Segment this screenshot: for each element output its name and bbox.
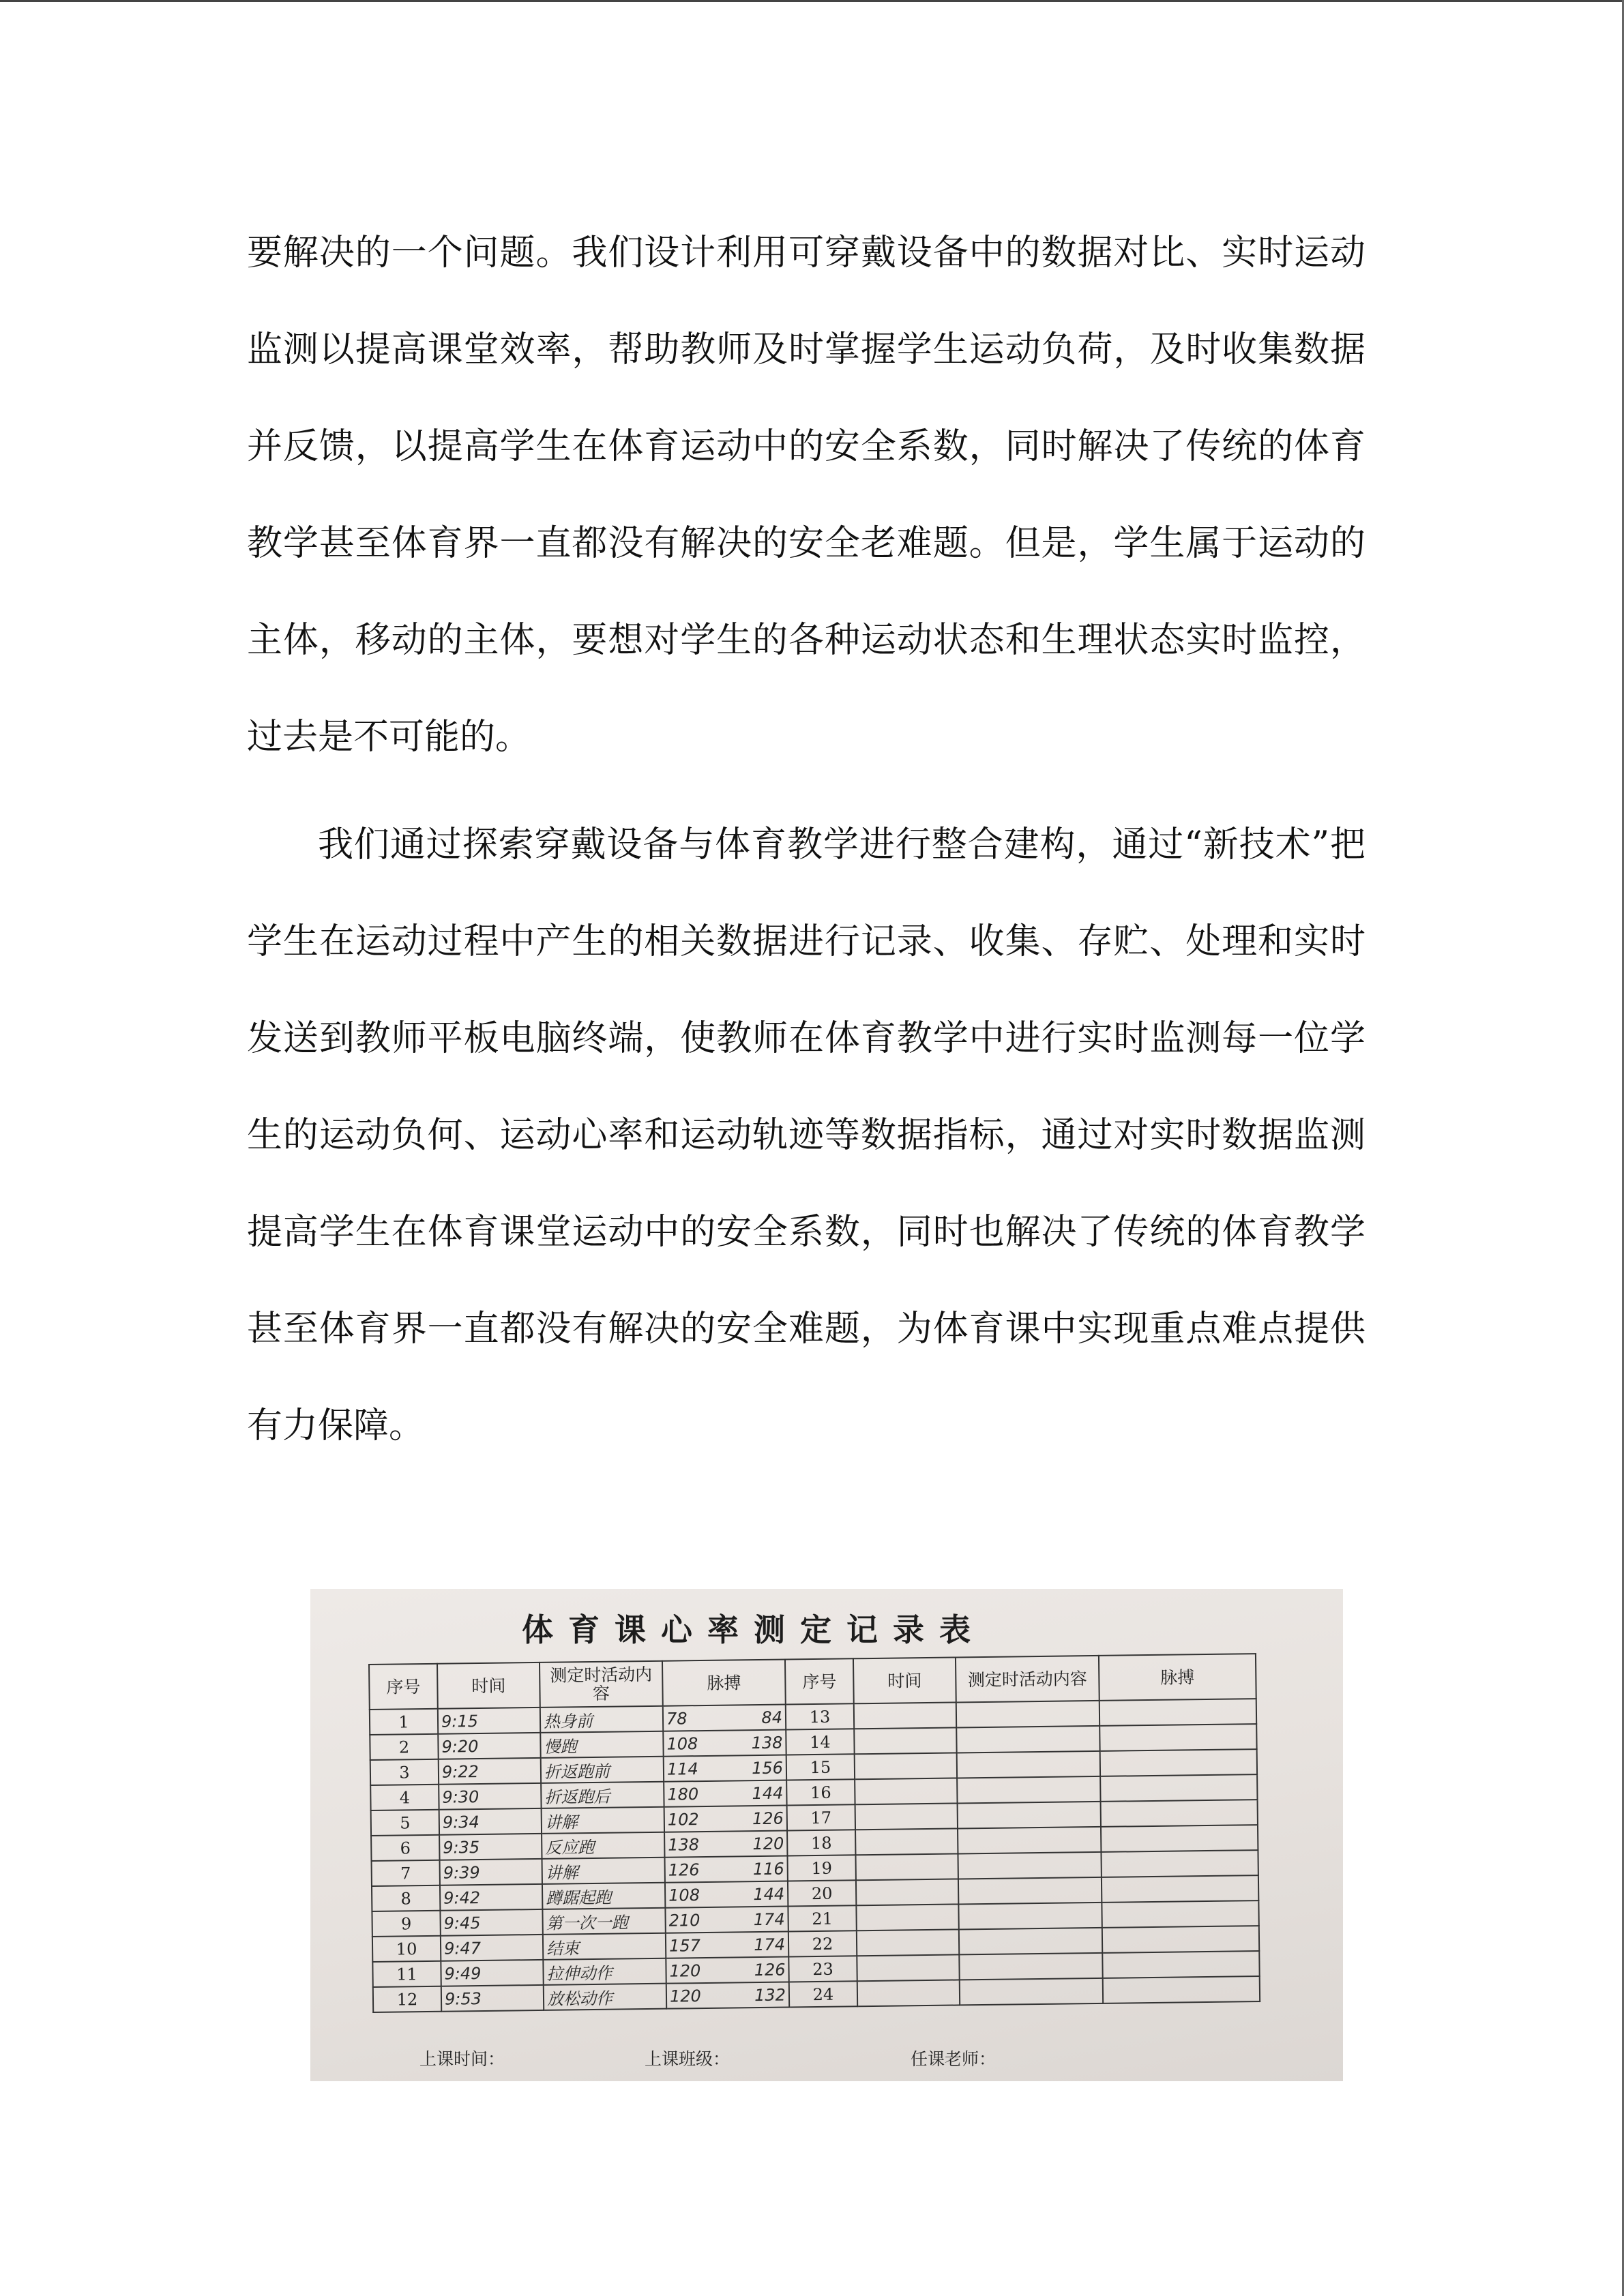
pulse-female: 174 [753,1909,785,1929]
cell-time: 9:47 [441,1935,543,1961]
header-time-2: 时间 [853,1657,956,1703]
cell-no-2: 14 [786,1729,854,1755]
cell-time: 9:53 [441,1985,544,2012]
header-pulse-2: 脉搏 [1099,1654,1256,1701]
cell-time: 9:45 [440,1909,542,1936]
pulse-male: 120 [669,1986,701,2006]
cell-activity-2 [958,1852,1101,1879]
cell-no: 3 [370,1759,439,1785]
footer-class-grade: 上课班级： [645,2049,730,2069]
pulse-female: 144 [752,1783,784,1803]
cell-no-2: 13 [786,1703,854,1729]
cell-time-2 [855,1828,958,1855]
cell-time-2 [857,1929,959,1956]
cell-pulse [664,1856,787,1883]
pulse-female: 116 [752,1859,784,1879]
cell-pulse [664,1831,787,1858]
cell-no: 9 [372,1911,440,1937]
cell-time: 9:39 [440,1859,542,1885]
cell-no: 10 [372,1936,441,1962]
pulse-male: 114 [666,1759,698,1779]
footer-class-time: 上课时间： [419,2049,505,2069]
pulse-female: 132 [754,1985,786,2005]
cell-pulse-2 [1100,1749,1257,1776]
cell-no-2: 23 [788,1956,857,1982]
cell-no: 8 [372,1885,440,1911]
cell-pulse [664,1806,787,1832]
cell-pulse [666,1957,788,1984]
header-pulse: 脉搏 [662,1660,786,1706]
cell-time: 9:15 [438,1708,540,1734]
cell-no-2: 21 [788,1905,856,1931]
paragraph-2: 我们通过探索穿戴设备与体育教学进行整合建构，通过“新技术”把学生在运动过程中产生的相关数据进行记录、收集、存贮、处理和实时发送到教师平板电脑终端，使教师在体育教学中进行实时监测每一位学生的运动负何、运动心率和运动轨迹等数据指标，通过对实时数据监测提高学生在体育课堂运动中的安全系数，同时也解决了传统的体育教学甚至体育界一直都没有解决的安全难题，为体育课中实现重点难点提供有力保障。 [247,824,1365,1446]
cell-no-2: 18 [787,1830,855,1855]
cell-time-2 [854,1727,956,1754]
cell-time-2 [856,1904,958,1930]
record-table-title: 体育课心率测定记录表 [522,1611,986,1648]
cell-pulse [663,1705,786,1731]
pulse-female: 84 [761,1708,783,1727]
cell-pulse-2 [1102,1951,1259,1978]
cell-time-2 [855,1853,958,1880]
cell-activity-2 [958,1877,1102,1905]
header-activity-2: 测定时活动内容 [956,1656,1099,1703]
cell-pulse [664,1780,786,1807]
cell-activity-2 [958,1903,1102,1930]
cell-no-2: 15 [786,1754,855,1780]
cell-activity: 第一次一跑 [542,1908,665,1935]
heart-rate-record-table [368,1653,1260,2013]
cell-pulse-2 [1102,1875,1258,1903]
cell-pulse-2 [1100,1774,1257,1802]
pulse-female: 126 [754,1960,786,1980]
cell-activity-2 [959,1953,1102,1980]
cell-time: 9:34 [439,1808,542,1835]
cell-time: 9:42 [440,1884,542,1911]
cell-pulse [665,1907,788,1933]
cell-pulse [666,1982,789,2009]
cell-time-2 [855,1778,957,1804]
cell-activity: 讲解 [542,1807,664,1834]
cell-no-2: 17 [787,1804,855,1830]
cell-pulse [666,1932,788,1958]
cell-pulse-2 [1102,1926,1259,1953]
cell-activity: 结束 [543,1933,666,1960]
cell-activity-2 [957,1776,1100,1804]
cell-time: 9:49 [441,1960,543,1986]
cell-time: 9:30 [439,1783,541,1810]
cell-no: 7 [372,1860,440,1886]
cell-activity-2 [957,1751,1100,1778]
pulse-female: 144 [753,1884,785,1904]
cell-pulse [665,1881,788,1908]
pulse-female: 138 [751,1733,783,1753]
cell-no-2: 19 [787,1855,855,1881]
cell-time-2 [857,1954,959,1981]
cell-activity: 拉伸动作 [543,1958,666,1985]
pulse-male: 108 [668,1885,700,1905]
pulse-male: 157 [668,1935,701,1956]
paragraph-1: 要解决的一个问题。我们设计利用可穿戴设备中的数据对比、实时运动监测以提高课堂效率，帮助教师及时掌握学生运动负荷，及时收集数据并反馈，以提高学生在体育运动中的安全系数，同时解决了传统的体育教学甚至体育界一直都没有解决的安全老难题。但是，学生属于运动的主体，移动的主体，要想对学生的各种运动状态和生理状态实时监控，过去是不可能的。 [247,233,1365,758]
cell-no-2: 22 [788,1930,857,1956]
cell-time: 9:20 [438,1733,540,1759]
cell-pulse-2 [1101,1850,1258,1877]
cell-no-2: 16 [786,1779,855,1805]
cell-activity: 蹲踞起跑 [542,1883,665,1909]
cell-time-2 [857,1980,960,2006]
cell-no: 6 [371,1835,439,1861]
cell-no: 2 [370,1734,438,1760]
cell-activity: 放松动作 [544,1984,666,2010]
pulse-female: 156 [751,1758,784,1778]
cell-pulse-2 [1099,1699,1256,1726]
pulse-male: 126 [668,1860,700,1880]
cell-pulse-2 [1101,1825,1258,1852]
pulse-male: 78 [666,1708,688,1729]
footer-teacher: 任课老师： [911,2049,996,2069]
pulse-female: 120 [752,1834,784,1853]
cell-no-2: 24 [789,1981,857,2007]
cell-activity-2 [959,1928,1102,1955]
pulse-male: 120 [669,1960,701,1981]
cell-time: 9:35 [439,1834,542,1860]
cell-no-2: 20 [788,1880,856,1906]
pulse-male: 180 [667,1784,699,1804]
header-activity: 测定时活动内容 [540,1661,663,1708]
header-no-2: 序号 [785,1658,854,1704]
cell-time-2 [856,1879,958,1905]
pulse-male: 102 [667,1809,699,1830]
pulse-male: 108 [666,1733,698,1754]
body-text [247,205,1365,1474]
cell-no: 12 [373,1986,441,2012]
cell-pulse [663,1730,786,1757]
pulse-female: 126 [752,1808,784,1828]
cell-no: 11 [372,1961,441,1987]
cell-activity-2 [956,1701,1099,1728]
cell-activity: 反应跑 [542,1832,664,1859]
cell-pulse-2 [1099,1724,1256,1751]
cell-pulse-2 [1101,1800,1258,1827]
cell-activity: 慢跑 [540,1731,663,1758]
cell-activity: 热身前 [540,1706,663,1733]
pulse-male: 210 [668,1910,700,1930]
table-body [370,1699,1260,2012]
cell-time-2 [855,1803,958,1830]
cell-no: 1 [370,1709,438,1735]
cell-activity: 折返跑后 [541,1782,664,1808]
header-time: 时间 [437,1663,540,1709]
pulse-female: 174 [754,1935,786,1954]
cell-activity-2 [958,1802,1101,1829]
record-table-photo [310,1589,1343,2081]
pulse-male: 138 [668,1834,700,1855]
cell-activity-2 [958,1827,1101,1854]
page-top-border [0,0,1624,2]
cell-no: 5 [371,1810,439,1836]
cell-pulse-2 [1102,1900,1258,1928]
cell-pulse-2 [1103,1976,1260,2003]
cell-pulse [664,1755,786,1782]
cell-activity-2 [960,1978,1103,2006]
cell-activity-2 [956,1726,1099,1753]
cell-no: 4 [370,1785,439,1810]
cell-time: 9:22 [439,1758,541,1785]
header-no: 序号 [369,1664,438,1710]
cell-time-2 [854,1702,956,1729]
cell-activity: 讲解 [542,1858,665,1884]
cell-time-2 [855,1753,957,1779]
cell-activity: 折返跑前 [541,1757,664,1783]
